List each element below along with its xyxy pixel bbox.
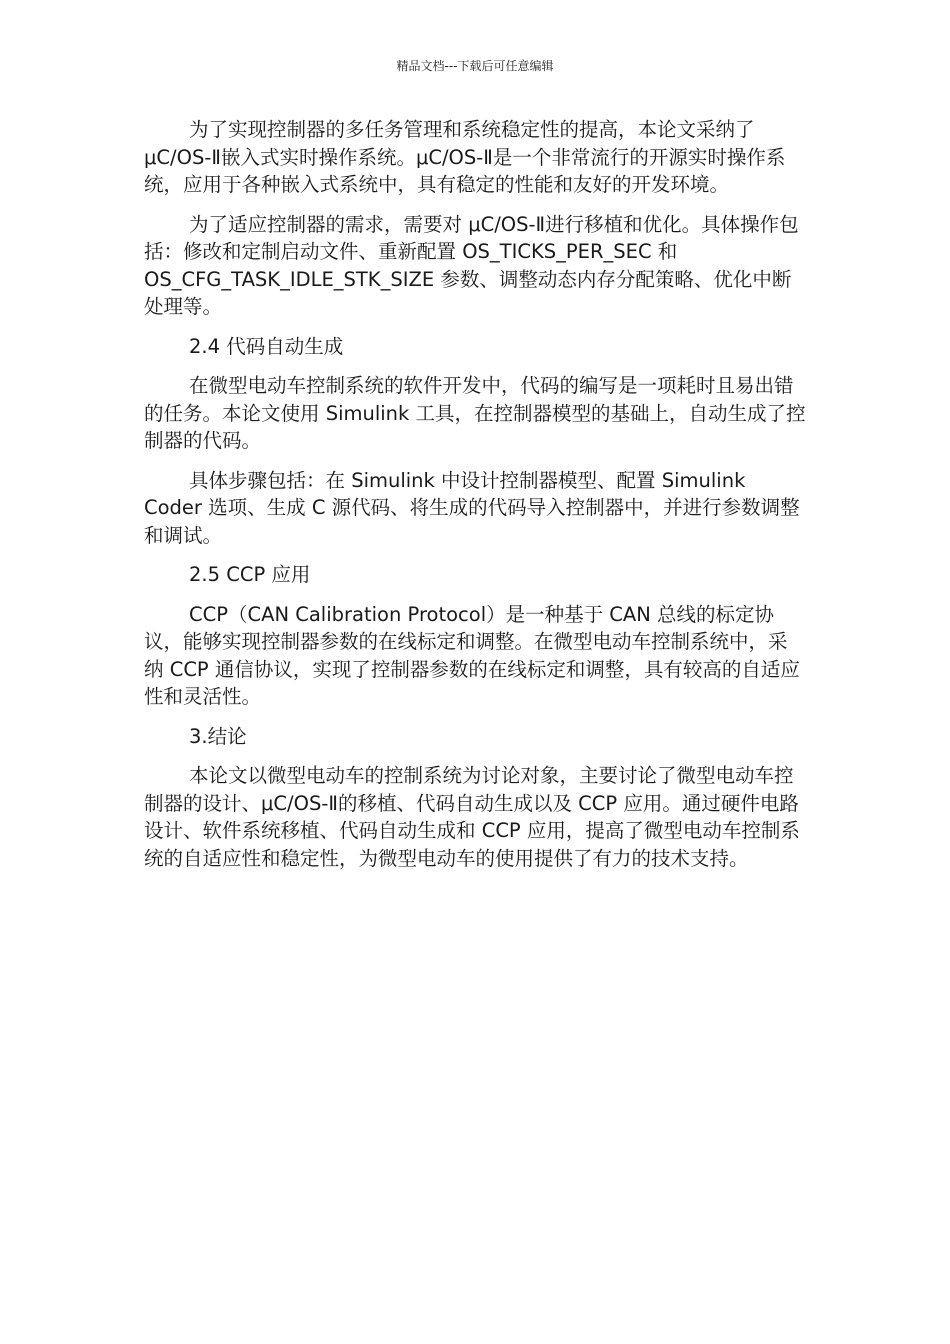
paragraph-rtos-porting: 为了适应控制器的需求，需要对 μC/OS-Ⅱ进行移植和优化。具体操作包括：修改和定制启动文件、重新配置 OS_TICKS_PER_SEC 和 OS_CFG_TASK_IDLE_STK_SIZE 参数、调整动态内存分配策略、优化中断处理等。 [144, 212, 799, 318]
section-heading-2-5: 2.5 CCP 应用 [189, 563, 311, 586]
section-heading-3: 3.结论 [189, 724, 247, 748]
section-heading-2-4: 2.4 代码自动生成 [189, 334, 344, 358]
paragraph-conclusion: 本论文以微型电动车的控制系统为讨论对象，主要讨论了微型电动车控制器的设计、μC/OS-Ⅱ的移植、代码自动生成以及 CCP 应用。通过硬件电路设计、软件系统移植、代码自动生成和 CCP 应用，提高了微型电动车控制系统的自适应性和稳定性，为微型电动车的使用提供了有力的技术支持。 [144, 764, 800, 870]
paragraph-codegen-intro: 在微型电动车控制系统的软件开发中，代码的编写是一项耗时且易出错的任务。本论文使用 Simulink 工具，在控制器模型的基础上，自动生成了控制器的代码。 [144, 374, 806, 452]
page-header: 精品文档---下载后可任意编辑 [396, 59, 554, 73]
paragraph-codegen-steps: 具体步骤包括：在 Simulink 中设计控制器模型、配置 Simulink Coder 选项、生成 C 源代码、将生成的代码导入控制器中，并进行参数调整和调试。 [144, 468, 800, 547]
paragraph-rtos-intro: 为了实现控制器的多任务管理和系统稳定性的提高，本论文采纳了 μC/OS-Ⅱ嵌入式实时操作系统。μC/OS-Ⅱ是一个非常流行的开源实时操作系统，应用于各种嵌入式系统中，具有稳定的性能和友好的开发环境。 [144, 118, 786, 196]
document-body [144, 116, 806, 884]
paragraph-ccp: CCP（CAN Calibration Protocol）是一种基于 CAN 总线的标定协议，能够实现控制器参数的在线标定和调整。在微型电动车控制系统中，采纳 CCP 通信协议，实现了控制器参数的在线标定和调整，具有较高的自适应性和灵活性。 [144, 602, 800, 708]
